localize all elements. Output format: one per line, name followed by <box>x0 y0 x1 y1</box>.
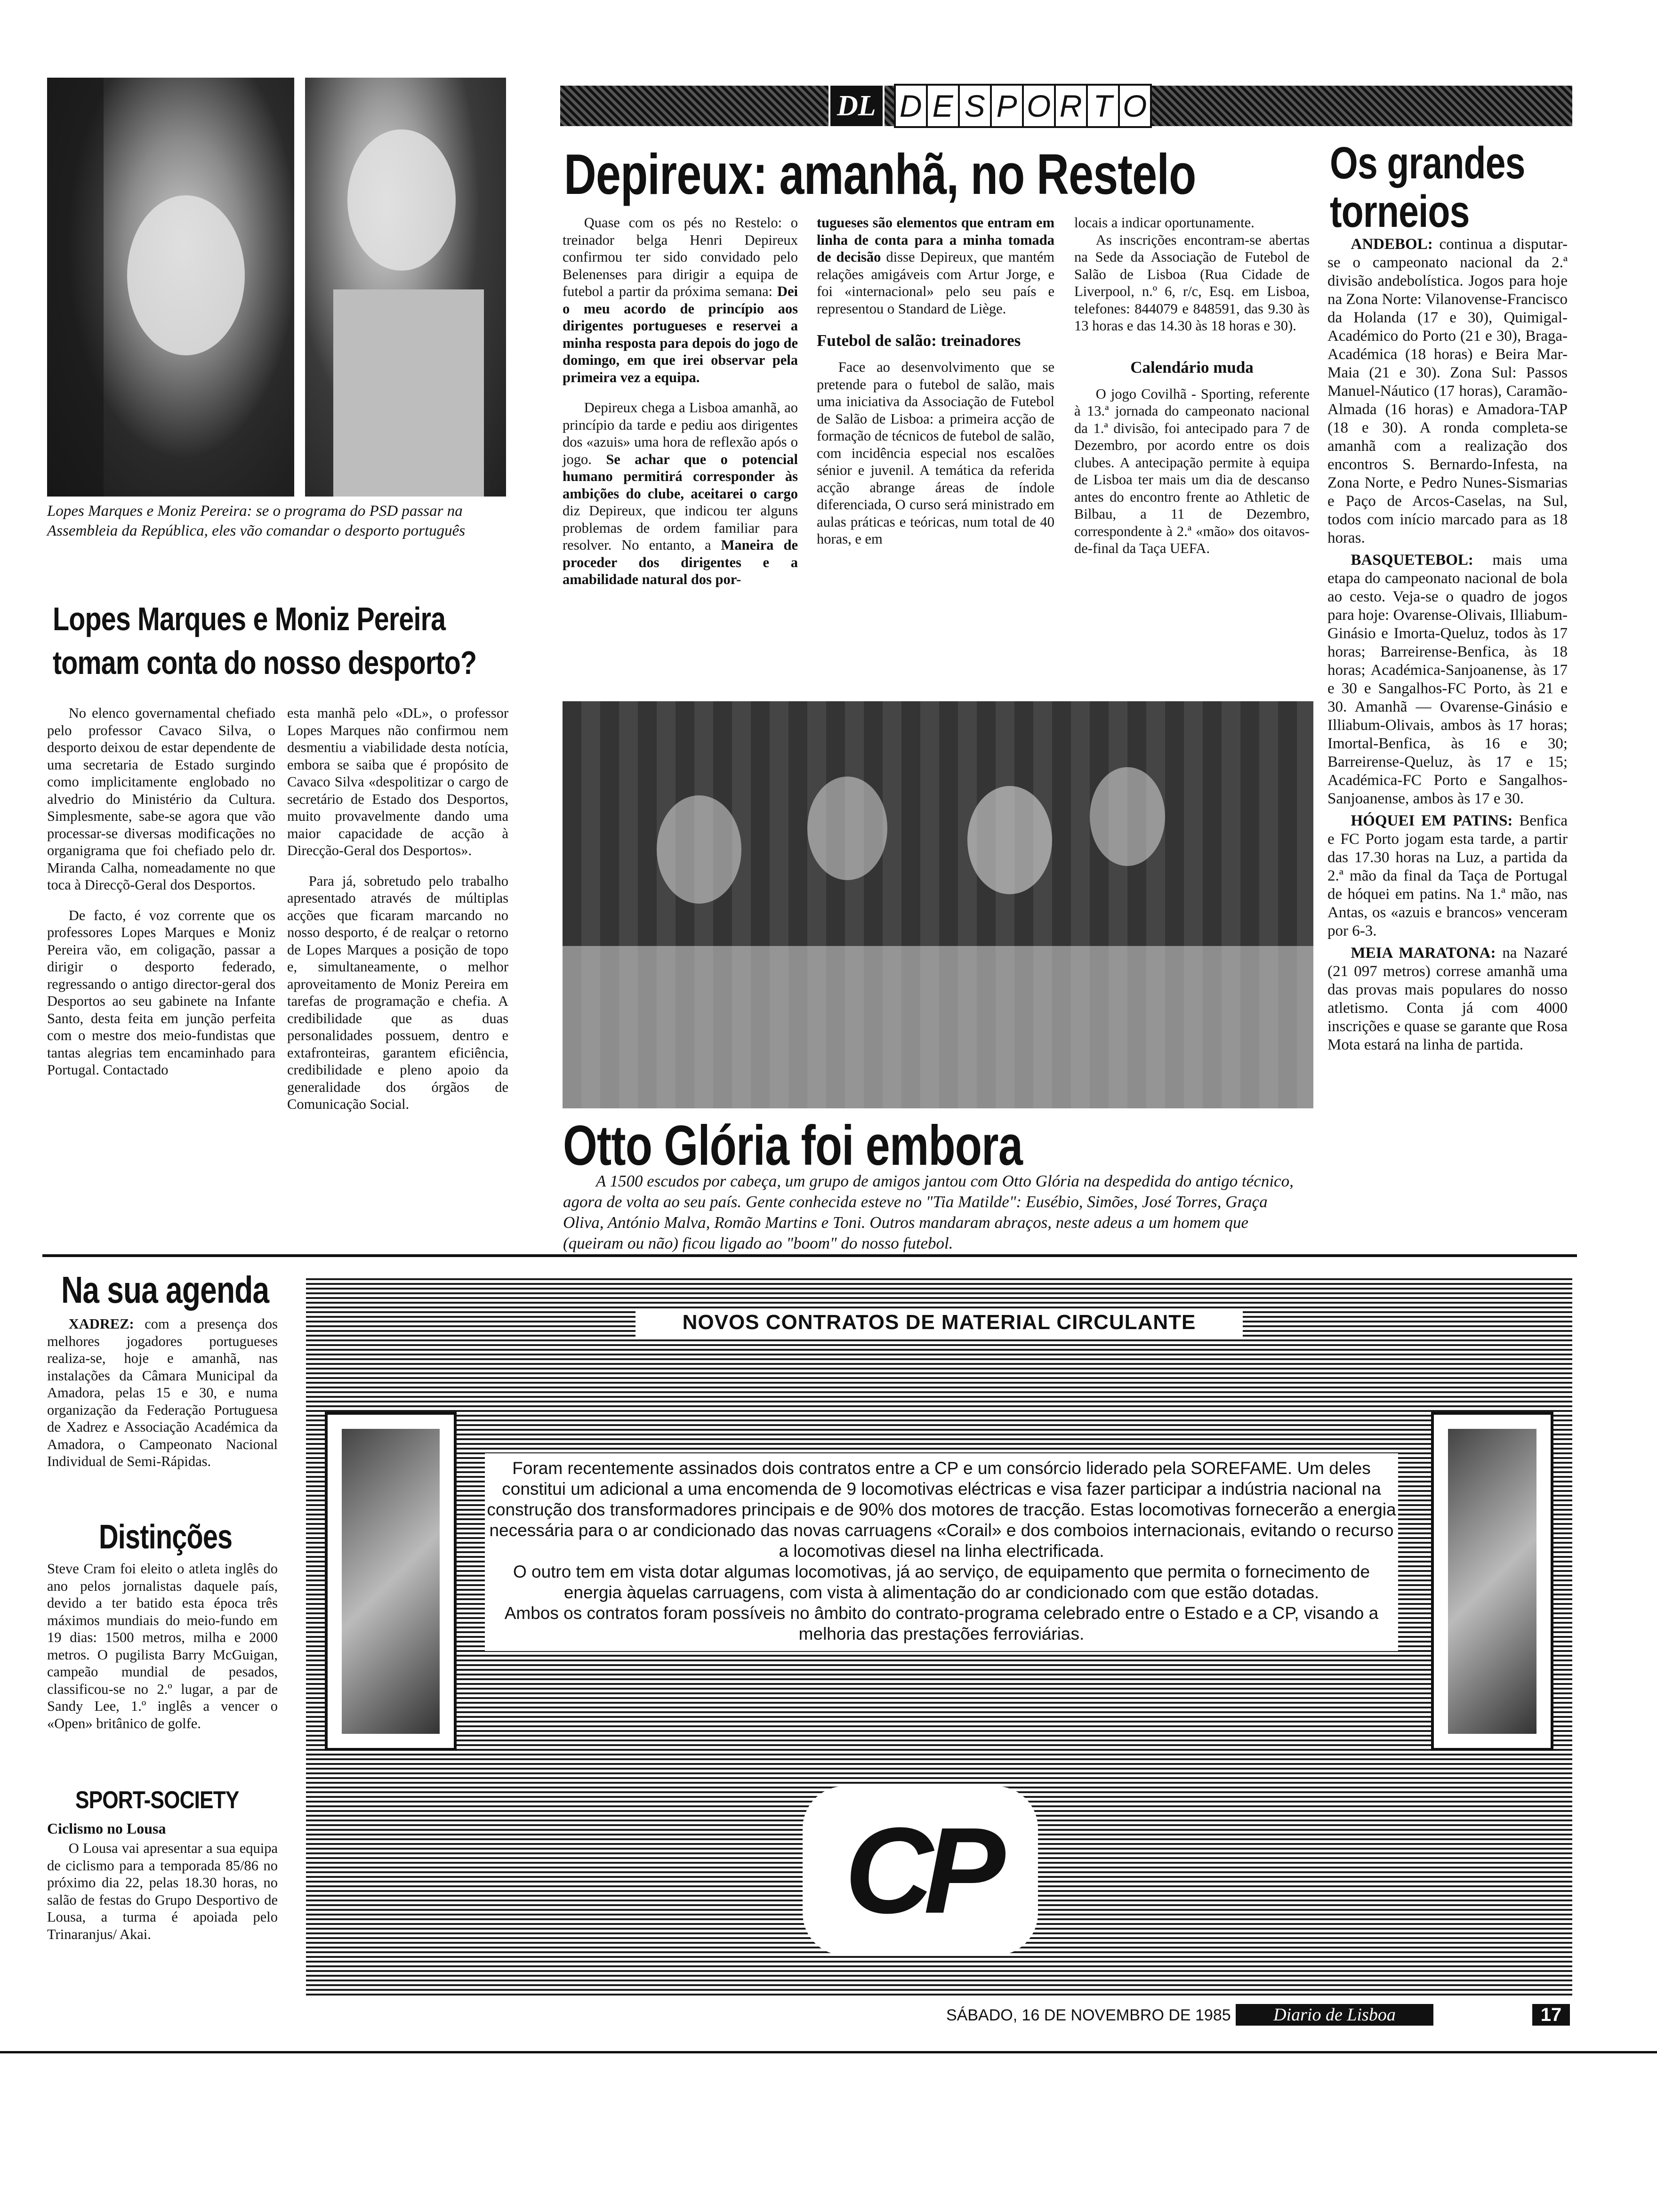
section-letter: T <box>1086 84 1120 128</box>
paper-name: Diario de Lisboa <box>1273 2005 1396 2025</box>
otto-headline: Otto Glória foi embora <box>563 1114 1023 1177</box>
ad-title: NOVOS CONTRATOS DE MATERIAL CIRCULANTE <box>635 1308 1243 1337</box>
paragraph-hoquei: HÓQUEI EM PATINS: Benfica e FC Porto jogam esta tarde, a partir das 17.30 horas na Luz, a partida da 2.ª mão da final da Taça de Portugal de hóquei em patins. Na 1.ª mão, nas Antas, os «azuis e brancos» venceram por 6-3. <box>1327 812 1568 939</box>
paragraph: No elenco governamental chefiado pelo professor Cavaco Silva, o desporto deixou de estar dependente de uma secretaria de Estado surgindo como implicitamente englobado no alvedrio do Ministério da Cultura. Simplesmente, sabe-se agora que vão processar-se diversas modificações no organigrama que foi chefiado pelo dr. Miranda Calha, nomeadamente no que toca à Direcçõ-Geral dos Desportos. <box>47 705 275 893</box>
society-headline: SPORT-SOCIETY <box>75 1787 239 1814</box>
photo-caption: Lopes Marques e Moniz Pereira: se o programa do PSD passar na Assembleia da República, eles vão comandar o desporto português <box>47 503 466 539</box>
paragraph: De facto, é voz corrente que os professores Lopes Marques e Moniz Pereira vão, em coligação, passar a dirigir o desporto federado, regressando o antigo director-geral dos Desportos ao seu gabinete na Infante Santo, desta feita em junção perfeita com o mestre dos meio-fundistas que tantas alegrias tem encaminhado para Portugal. Contactado <box>47 907 275 1078</box>
distincoes-text <box>47 1560 278 1732</box>
left-headline-line1: Lopes Marques e Moniz Pereira <box>53 601 446 637</box>
depireux-headline: Depireux: amanhã, no Restelo <box>564 142 1196 206</box>
left-story-col1 <box>47 705 275 1079</box>
photo-moniz-pereira <box>305 78 506 497</box>
agenda-headline: Na sua agenda <box>61 1269 269 1311</box>
photo-lopes-marques <box>47 78 294 497</box>
paragraph: As inscrições encontram-se abertas na Sede da Associação de Futebol de Salão de Lisboa (Rua Cidade de Liverpool, n.º 6, r/c, Esq. em Lisboa, telefones: 844079 e 848591, das 9.30 às 13 horas e das 14.30 às 18 horas e 30). <box>1074 232 1310 334</box>
section-divider <box>42 1254 1577 1257</box>
distincoes-headline: Distinções <box>99 1518 233 1556</box>
section-name <box>894 84 1150 128</box>
page-number: 17 <box>1540 2004 1562 2025</box>
section-letter: D <box>894 84 928 128</box>
ad-paragraph: Foram recentemente assinados dois contratos entre a CP e um consórcio liderado pela SOREFAME. Um deles constitui um adicional a uma encomenda de 9 locomotivas eléctricas e visa fazer participar a indústria nacional na construção dos transformadores principais e de 90% dos motores de tracção. Estas locomotivas fornecerão a energia necessária para o ar condicionado das novas carruagens «Corail» e dos comboios internacionais, evitando o recurso a locomotivas diesel na linha electrificada. <box>487 1459 1396 1561</box>
train-window-right <box>1431 1412 1553 1751</box>
dl-logo: DL <box>828 84 885 128</box>
ad-body <box>485 1453 1398 1651</box>
otto-caption: A 1500 escudos por cabeça, um grupo de amigos jantou com Otto Glória na despedida do antigo técnico, agora de volta ao seu país. Gente conhecida esteve no "Tia Matilde": Eusébio, Simões, José Torres, Graça Oliva, António Malva, Romão Martins e Toni. Outros mandaram abraços, neste adeus a um homem que (queiram ou não) ficou ligado ao "boom" do nosso futebol. <box>563 1172 1294 1252</box>
society-text <box>47 1819 278 1943</box>
section-letter: O <box>1118 84 1152 128</box>
section-letter: R <box>1054 84 1088 128</box>
ad-paragraph: Ambos os contratos foram possíveis no âmbito do contrato-programa celebrado entre o Estado e a CP, visando a melhoria das prestações ferroviárias. <box>504 1603 1379 1643</box>
torneios-text <box>1327 235 1568 1054</box>
torneios-headline-line1: Os grandes <box>1330 138 1525 188</box>
depireux-col1 <box>563 214 798 588</box>
paragraph: Face ao desenvolvimento que se pretende para o futebol de salão, mais uma iniciativa da Associação de Futebol de Salão de Lisboa: a primeira acção de formação de técnicos de futebol de salão, com incidência especial nos escalões sénior e juvenil. A temática da referida acção abrange áreas de índole diferenciada, O curso será ministrado em aulas práticas e teóricas, num total de 40 horas, e em <box>817 359 1054 547</box>
section-letter: O <box>1022 84 1056 128</box>
footer-paper-name <box>1236 2004 1433 2026</box>
paragraph: O Lousa vai apresentar a sua equipa de ciclismo para a temporada 85/86 no próximo dia 22, pelas 18.30 horas, no salão de festas do Grupo Desportivo de Lousa, a turma é apoiada pelo Trinaranjus/ Akai. <box>47 1840 278 1942</box>
torneios-headline-line2: torneios <box>1330 186 1470 237</box>
footer-rule <box>0 2051 1657 2053</box>
society-subhead: Ciclismo no Lousa <box>47 1820 166 1837</box>
section-letter: E <box>926 84 960 128</box>
cp-logo-text: CP <box>845 1802 996 1939</box>
subhead-futebol-salao: Futebol de salão: treinadores <box>817 331 1021 350</box>
paragraph-basquetebol: BASQUETEBOL: mais uma etapa do campeonato nacional de bola ao cesto. Veja-se o quadro de jogos para hoje: Ovarense-Olivais, Illiabum-Ginásio e Imorta-Queluz, todos às 17 horas; Barreirense-Benfica, às 18 horas; Académica-Sanjoanense, às 17 e 30 e Sangalhos-FC Porto, às 21 e 30. Amanhã — Ovarense-Ginásio e Illiabum-Olivais, ambos às 17 horas; Imortal-Benfica, às 16 e 30; Barreirense-Queluz, às 17 e 15; Académica-FC Porto e Sangalhos-Sanjoanense, ambos às 17 e 30. <box>1327 552 1568 807</box>
left-story-col2 <box>287 705 508 1113</box>
paragraph: Steve Cram foi eleito o atleta inglês do ano pelos jornalistas daquele país, devido a ter batido esta época três máximos mundiais do meio-fundo em 19 dias: 1500 metros, milha e 2000 metros. O pugilista Barry McGuigan, campeão mundial de pesados, classificou-se no 2.º lugar, a par de Sandy Lee, 1.º inglês a vencer o «Open» britânico de golfe. <box>47 1561 278 1731</box>
paragraph-maratona: MEIA MARATONA: na Nazaré (21 097 metros) correse amanhã uma das provas mais populares do nosso atletismo. Conta já com 4000 inscrições e quase se garante que Rosa Mota estará na linha de partida. <box>1327 945 1568 1053</box>
section-letter: P <box>990 84 1024 128</box>
depireux-col2 <box>817 214 1054 548</box>
paragraph: tugueses são elementos que entram em linha de conta para a minha tomada de decisão disse Depireux, que mantém relações amigáveis com Artur Jorge, e foi «internacional» pelo seu país e representou o Standard de Liège. <box>817 215 1055 317</box>
section-letter: S <box>958 84 992 128</box>
paragraph-xadrez: XADREZ: com a presença dos melhores jogadores portugueses realiza-se, hoje e amanhã, nas instalações da Câmara Municipal da Amadora, pelas 15 e 30, e numa organização da Federação Portuguesa de Xadrez e Associação Académica da Amadora, o Campeonato Nacional Individual de Semi-Rápidas. <box>47 1316 278 1469</box>
agenda-text <box>47 1315 278 1470</box>
paragraph: Quase com os pés no Restelo: o treinador belga Henri Depireux confirmou ter sido convidado pelo Belenenses para dirigir a equipa de futebol a partir da próxima semana: Dei o meu acordo de princípio aos dirigentes portugueses e reservei a minha resposta para depois do jogo de domingo, em que irei observar pela primeira vez a equipa. <box>563 215 798 385</box>
footer-date: SÁBADO, 16 DE NOVEMBRO DE 1985 <box>946 2006 1231 2024</box>
section-logo <box>828 86 1150 126</box>
paragraph: Depireux chega a Lisboa amanhã, ao princípio da tarde e pediu aos dirigentes dos «azuis» uma hora de reflexão após o jogo. Se achar que o potencial humano permitirá corresponder às ambições do clube, aceitarei o cargo diz Depireux, que indicou ter alguns problemas de ordem familiar para resolver. No entanto, a Maneira de proceder dos dirigentes e a amabilidade natural dos por- <box>563 400 798 587</box>
left-headline-line2: tomam conta do nosso desporto? <box>53 644 477 681</box>
paragraph: esta manhã pelo «DL», o professor Lopes Marques não confirmou nem desmentiu a viabilidade desta notícia, embora se saiba que é propósito de Cavaco Silva «despolitizar o cargo de secretário de Estado dos Desportos, muito provavelmente dando uma maior capacidade de acção à Direcção-Geral dos Desportos». <box>287 705 508 858</box>
paragraph: O jogo Covilhã - Sporting, referente à 13.ª jornada do campeonato nacional da 1.ª divisão, foi antecipado para 7 de Dezembro, por acordo entre os dois clubes. A antecipação permite à equipa de Lisboa ter mais um dia de descanso antes do encontro frente ao Athletic de Bilbau, a 11 de Dezembro, correspondente à 2.ª «mão» dos oitavos-de-final da Taça UEFA. <box>1074 385 1310 556</box>
photo-otto-gloria-dinner <box>563 701 1313 1108</box>
depireux-col3 <box>1074 214 1310 557</box>
paragraph-andebol: ANDEBOL: continua a disputar-se o campeonato nacional da 2.ª divisão andebolística. Jogos para hoje na Zona Norte: Vilanovense-Francisco da Holanda (17 e 30), Quimigal-Académico do Porto (21 e 30), Braga-Académica (18 horas) e Beira Mar-Maia (21 e 30). Zona Sul: Passos Manuel-Náutico (17 horas), Caramão-Almada (16 horas) e Amadora-TAP (18 e 30). A ronda completa-se amanhã com a realização dos encontros S. Bernardo-Infesta, na Zona Norte, e Pedro Nunes-Sismarias e Paço de Arcos-Caselas, na Sul, todos com início marcado para as 18 horas. <box>1327 236 1568 546</box>
paragraph: Para já, sobretudo pelo trabalho apresentado através de múltiplas acções que ficaram marcando no nosso desporto, é de realçar o retorno de Lopes Marques a posição de topo e, simultaneamente, o melhor aproveitamento de Moniz Pereira em tarefas de programação e chefia. A credibilidade que as duas personalidades possuem, dentro e extafronteiras, garantem eficiência, credibilidade e pleno apoio da generalidade dos órgãos de Comunicação Social. <box>287 873 508 1112</box>
ad-paragraph: O outro tem em vista dotar algumas locomotivas, já ao serviço, de equipamento que permita o fornecimento de energia àquelas carruagens, com vista à alimentação do ar condicionado com que estão dotadas. <box>513 1562 1370 1602</box>
subhead-calendario: Calendário muda <box>1130 358 1254 377</box>
cp-logo <box>803 1786 1038 1956</box>
train-window-left <box>325 1412 457 1751</box>
paragraph: locais a indicar oportunamente. <box>1074 215 1255 231</box>
footer-page-number <box>1532 2004 1570 2026</box>
